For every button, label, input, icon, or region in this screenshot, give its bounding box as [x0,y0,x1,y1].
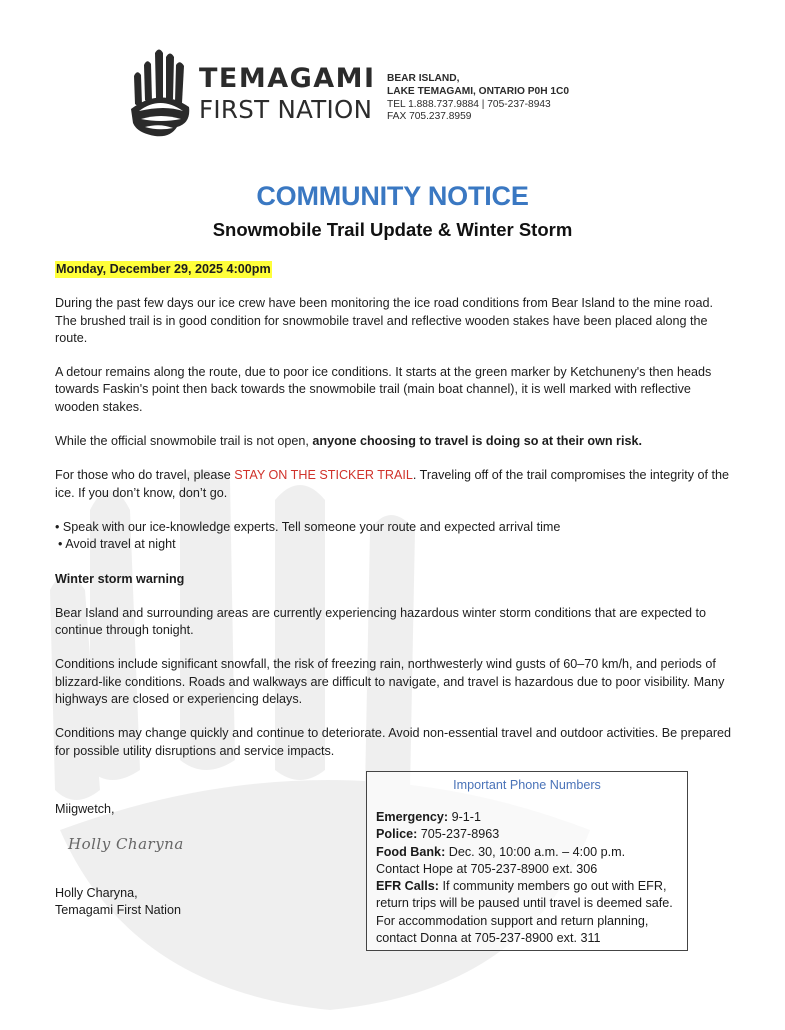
notice-body [55,261,735,777]
fax: FAX 705.237.8959 [387,111,472,123]
paragraph-storm-details: Conditions include significant snowfall, the risk of freezing rain, northwesterly wind gusts of 60–70 km/h, and periods of blizzard-like conditions. Roads and walkways are difficult to navigate, and travel is hazardous due to poor visibility. Many highways are closed or experiencing delays. [55,657,725,707]
phone-entry-efr-line2 [376,895,687,912]
entry-label: Emergency: [376,810,449,824]
paragraph-detour: A detour remains along the route, due to poor ice conditions. It starts at the green marker by Ketchuneny's then heads towards Faskin's point then back towards the snowmobile trail (main boat channel), it is well marked with reflective wooden stakes. [55,365,712,414]
sticker-trail-warning: STAY ON THE STICKER TRAIL [234,468,413,483]
entry-label: EFR Calls: [376,879,439,894]
sticker-prefix: For those who do travel, please [55,468,235,483]
closing-greeting: Miigwetch, [55,802,115,816]
entry-value: 705-237-8963 [417,827,500,842]
paragraph-storm-conditions: Bear Island and surrounding areas are currently experiencing hazardous winter storm conditions that are expected to continue through tonight. [55,605,707,638]
page-subtitle: Snowmobile Trail Update & Winter Storm [212,219,573,240]
risk-warning: anyone choosing to travel is doing so at their own risk. [312,434,642,449]
storm-heading: Winter storm warning [55,571,185,586]
important-phone-numbers-box [366,771,688,951]
entry-value: Dec. 30, 10:00 a.m. – 4:00 p.m. [445,844,626,859]
signer-name: Holly Charyna, [55,886,138,900]
address-block [387,73,569,124]
paragraph-storm-advice: Conditions may change quickly and continue to deteriorate. Avoid non-essential travel and outdoor activities. Be prepared for possible utility disruptions and service impacts. [55,726,732,758]
phone-entry-emergency [376,809,687,826]
bullet-item: • Speak with our ice-knowledge experts. Tell someone your route and expected arrival time [55,519,561,534]
phone-entry-food-bank [376,844,687,861]
handwritten-signature: Holly Charyna [68,835,184,853]
telephone: TEL 1.888.737.9884 | 705-237-8943 [387,98,551,110]
org-name-line1: TEMAGAMI [199,63,376,94]
paragraph-risk [55,433,735,450]
entry-label: Food Bank: [376,844,446,859]
page-title: COMMUNITY NOTICE [256,181,529,211]
address-line1: BEAR ISLAND, [387,73,460,84]
signer-org: Temagami First Nation [55,903,181,918]
org-name-line2: FIRST NATION [199,95,373,124]
entry-value: return trips will be paused until travel is deemed safe. [376,896,673,911]
signer-block [55,885,181,920]
letterhead [125,43,625,143]
risk-text: While the official snowmobile trail is not open, [55,434,313,449]
entry-value: If community members go out with EFR, [438,879,667,894]
safety-bullet-list [55,519,735,554]
phone-entry-police [376,826,687,843]
phone-entry-efr-line3 [376,913,687,930]
entry-value: Contact Hope at 705-237-8900 ext. 306 [376,861,598,876]
entry-value: 9-1-1 [448,810,482,824]
phone-list [376,809,687,947]
phone-box-title: Important Phone Numbers [453,778,601,792]
paragraph-ice-crew: During the past few days our ice crew have been monitoring the ice road conditions from Bear Island to the mine road. The brushed trail is in good condition for snowmobile travel and reflective wooden stakes have been placed along the route. [55,296,714,345]
org-name [199,65,376,123]
phone-entry-food-bank-contact [376,861,687,878]
entry-value: For accommodation support and return planning, [376,913,649,928]
address-line2: LAKE TEMAGAMI, ONTARIO P0H 1C0 [387,85,570,97]
bear-paw-logo-icon [125,43,195,138]
bullet-item: • Avoid travel at night [58,537,176,552]
phone-entry-efr [376,878,687,895]
entry-value: contact Donna at 705-237-8900 ext. 311 [376,931,601,946]
phone-entry-efr-line4 [376,930,687,947]
sticker-suffix: . Traveling off of the trail compromises the integrity of the ice. If you don’t know, don’t go. [55,468,730,500]
notice-date: Monday, December 29, 2025 4:00pm [55,261,272,278]
entry-label: Police: [376,827,418,842]
paragraph-sticker-trail [55,467,735,502]
